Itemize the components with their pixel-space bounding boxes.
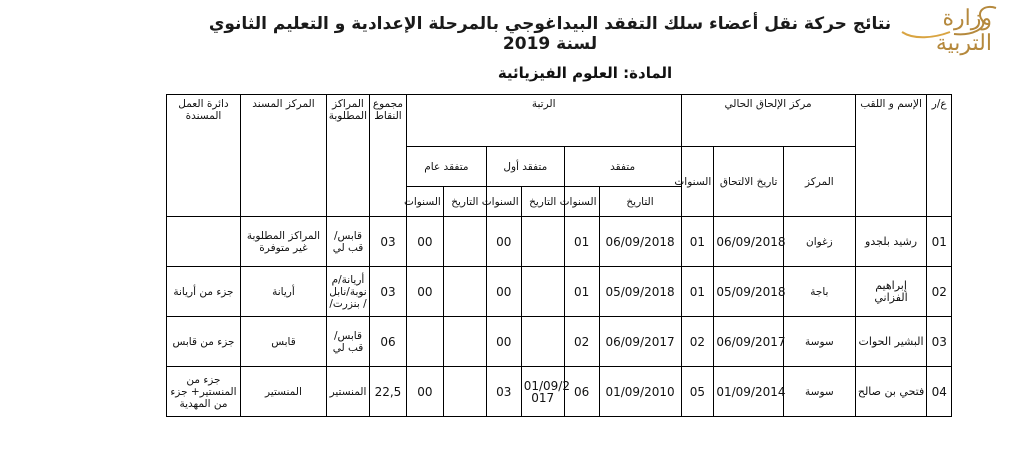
header-assigned-center: المركز المسند	[240, 95, 326, 217]
ministry-logo	[890, 2, 1010, 56]
header-join-date: تاريخ الالتحاق	[714, 147, 784, 217]
cell-gen-years: 00	[406, 367, 443, 417]
header-requested-centers: المراكز المطلوبة	[326, 95, 369, 217]
header-first-inspector: متفقد أول	[486, 147, 564, 187]
header-current-center: مركز الإلحاق الحالي	[681, 95, 855, 147]
header-rank: الرتبة	[406, 95, 681, 147]
cell-join-date: 06/09/2018	[714, 217, 784, 267]
cell-center: سوسة	[783, 317, 855, 367]
header-idx: ع/ر	[927, 95, 952, 217]
cell-first-years: 00	[486, 217, 521, 267]
header-center: المركز	[783, 147, 855, 217]
cell-insp-date: 06/09/2018	[599, 217, 681, 267]
cell-gen-years	[406, 317, 443, 367]
cell-insp-years: 06	[564, 367, 599, 417]
cell-district	[167, 217, 241, 267]
cell-insp-date: 05/09/2018	[599, 267, 681, 317]
subject-title: المادة: العلوم الفيزيائية	[497, 64, 673, 82]
header-insp-date: التاريخ	[599, 187, 681, 217]
cell-first-years: 00	[486, 317, 521, 367]
cell-insp-date: 01/09/2010	[599, 367, 681, 417]
cell-district: جزء من قابس	[167, 317, 241, 367]
cell-idx: 02	[927, 267, 952, 317]
cell-district: جزء من المنستير+ جزء من المهدية	[167, 367, 241, 417]
cell-name: رشيد بلجدو	[855, 217, 927, 267]
header-name: الإسم و اللقب	[855, 95, 927, 217]
cell-name: إبراهيم الفزاني	[855, 267, 927, 317]
cell-name: فتحي بن صالح	[855, 367, 927, 417]
cell-idx: 03	[927, 317, 952, 367]
header-first-years: السنوات	[486, 187, 521, 217]
cell-gen-date	[443, 367, 486, 417]
cell-points: 03	[370, 217, 407, 267]
cell-requested: قابس/قب لي	[326, 317, 369, 367]
cell-requested: قابس/قب لي	[326, 217, 369, 267]
cell-assigned: المنستير	[240, 367, 326, 417]
header-years: السنوات	[681, 147, 714, 217]
cell-idx: 01	[927, 217, 952, 267]
header-total-points: مجموع النقاط	[370, 95, 407, 217]
header-gen-date: التاريخ	[443, 187, 486, 217]
cell-gen-date	[443, 317, 486, 367]
cell-first-years: 03	[486, 367, 521, 417]
cell-points: 06	[370, 317, 407, 367]
cell-requested: أريانة/م نوبة/نابل / بنزرت/	[326, 267, 369, 317]
cell-assigned: المراكز المطلوبة غير متوفرة	[240, 217, 326, 267]
header-gen-years: السنوات	[406, 187, 443, 217]
logo-text: وزارة التربية	[935, 6, 992, 56]
header-first-date: التاريخ	[521, 187, 564, 217]
table-row	[167, 217, 952, 267]
cell-insp-years: 01	[564, 267, 599, 317]
cell-name: البشير الحوات	[855, 317, 927, 367]
table-row	[167, 317, 952, 367]
header-insp-years: السنوات	[564, 187, 599, 217]
cell-join-date: 05/09/2018	[714, 267, 784, 317]
header-general-inspector: متفقد عام	[406, 147, 486, 187]
results-table	[166, 94, 952, 417]
cell-district: جزء من أريانة	[167, 267, 241, 317]
cell-join-date: 06/09/2017	[714, 317, 784, 367]
cell-center: سوسة	[783, 367, 855, 417]
cell-first-date	[521, 317, 564, 367]
cell-gen-date	[443, 217, 486, 267]
cell-gen-years: 00	[406, 217, 443, 267]
cell-insp-years: 01	[564, 217, 599, 267]
cell-requested: المنستير	[326, 367, 369, 417]
header-assigned-district: دائرة العمل المسندة	[167, 95, 241, 217]
cell-first-date: 01/09/2 017	[521, 367, 564, 417]
cell-points: 22,5	[370, 367, 407, 417]
cell-idx: 04	[927, 367, 952, 417]
cell-first-date	[521, 267, 564, 317]
cell-gen-years: 00	[406, 267, 443, 317]
cell-years: 02	[681, 317, 714, 367]
cell-center: باجة	[783, 267, 855, 317]
cell-insp-years: 02	[564, 317, 599, 367]
cell-assigned: قابس	[240, 317, 326, 367]
cell-first-years: 00	[486, 267, 521, 317]
cell-points: 03	[370, 267, 407, 317]
table-row	[167, 267, 952, 317]
cell-years: 01	[681, 267, 714, 317]
page-title: نتائج حركة نقل أعضاء سلك التفقد البيداغوجي بالمرحلة الإعدادية و التعليم الثانوي لسنة 2019	[208, 14, 892, 54]
cell-join-date: 01/09/2014	[714, 367, 784, 417]
cell-years: 01	[681, 217, 714, 267]
cell-first-date	[521, 217, 564, 267]
cell-center: زغوان	[783, 217, 855, 267]
table-row	[167, 367, 952, 417]
cell-gen-date	[443, 267, 486, 317]
header-inspector: متفقد	[564, 147, 681, 187]
cell-years: 05	[681, 367, 714, 417]
cell-assigned: أريانة	[240, 267, 326, 317]
cell-insp-date: 06/09/2017	[599, 317, 681, 367]
